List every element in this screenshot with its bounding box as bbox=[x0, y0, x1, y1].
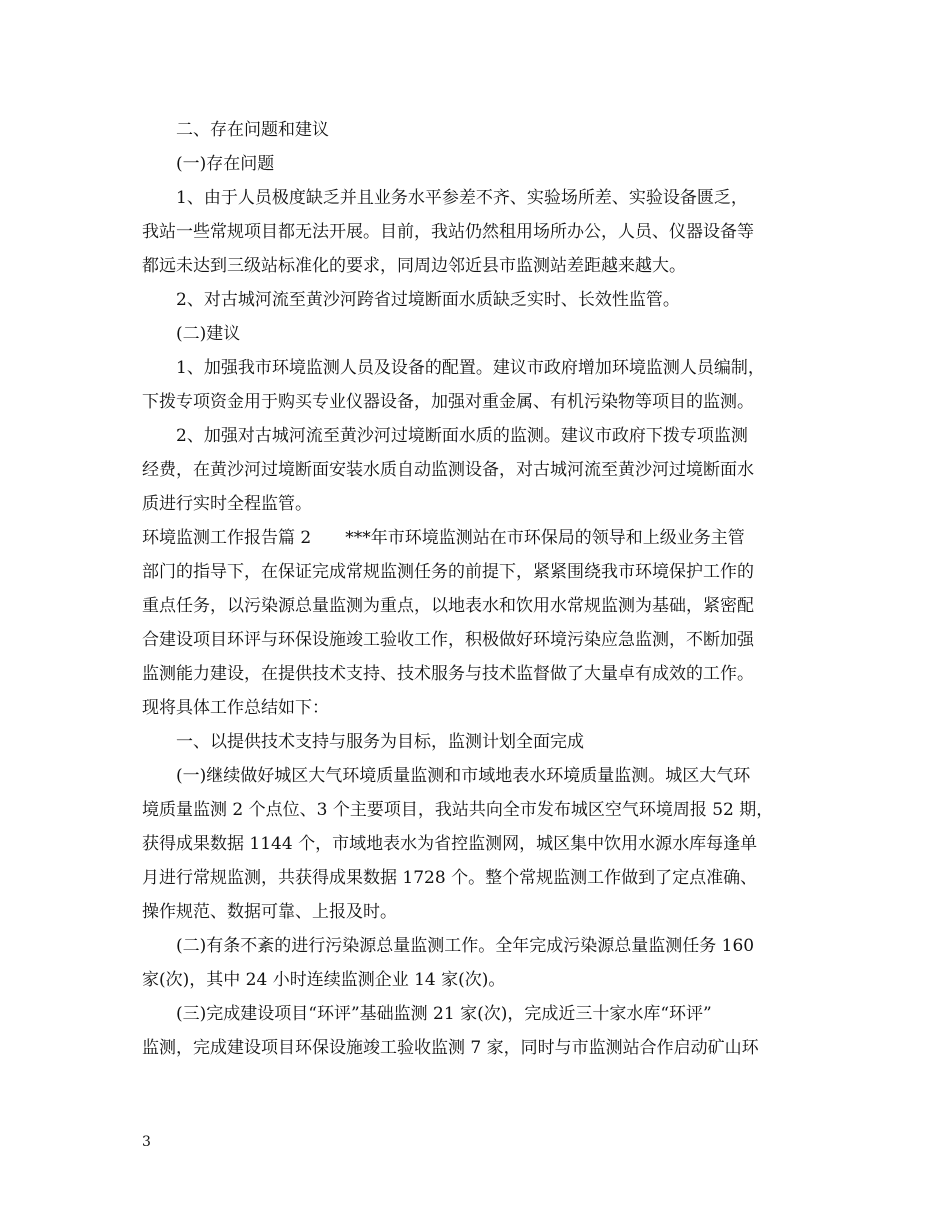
text-line: 获得成果数据 1144 个，市域地表水为省控监测网，城区集中饮用水源水库每逢单 bbox=[142, 834, 758, 854]
text-line: 二、存在问题和建议 bbox=[176, 120, 329, 140]
text-line: 监测能力建设，在提供技术支持、技术服务与技术监督做了大量卓有成效的工作。 bbox=[142, 664, 754, 684]
text-line: 家(次)，其中 24 小时连续监测企业 14 家(次)。 bbox=[142, 970, 506, 990]
text-line: 重点任务，以污染源总量监测为重点，以地表水和饮用水常规监测为基础，紧密配 bbox=[142, 596, 754, 616]
document-body bbox=[142, 113, 814, 1065]
text-line: 1、加强我市环境监测人员及设备的配置。建议市政府增加环境监测人员编制， bbox=[176, 358, 765, 378]
text-line: (一)继续做好城区大气环境质量监测和市域地表水环境质量监测。城区大气环 bbox=[176, 766, 751, 786]
text-line: (二)建议 bbox=[176, 324, 241, 344]
text-line: 我站一些常规项目都无法开展。目前，我站仍然租用场所办公，人员、仪器设备等 bbox=[142, 222, 754, 242]
text-line: 质进行实时全程监管。 bbox=[142, 494, 312, 514]
text-line: 2、对古城河流至黄沙河跨省过境断面水质缺乏实时、长效性监管。 bbox=[176, 290, 680, 310]
text-line: (二)有条不紊的进行污染源总量监测工作。全年完成污染源总量监测任务 160 bbox=[176, 936, 755, 956]
text-line: 经费，在黄沙河过境断面安装水质自动监测设备，对古城河流至黄沙河过境断面水 bbox=[142, 460, 754, 480]
text-line: 都远未达到三级站标准化的要求，同周边邻近县市监测站差距越来越大。 bbox=[142, 256, 686, 276]
text-line: 监测，完成建设项目环保设施竣工验收监测 7 家，同时与市监测站合作启动矿山环 bbox=[142, 1038, 759, 1058]
text-line: 境质量监测 2 个点位、3 个主要项目，我站共向全市发布城区空气环境周报 52 期， bbox=[142, 800, 774, 820]
text-line: (三)完成建设项目“环评”基础监测 21 家(次)，完成近三十家水库“环评” bbox=[176, 1004, 712, 1024]
text-line: 操作规范、数据可靠、上报及时。 bbox=[142, 902, 397, 922]
text-line: 一、以提供技术支持与服务为目标，监测计划全面完成 bbox=[176, 732, 584, 752]
text-line: 合建设项目环评与环保设施竣工验收工作，积极做好环境污染应急监测，不断加强 bbox=[142, 630, 754, 650]
text-line: 月进行常规监测，共获得成果数据 1728 个。整个常规监测工作做到了定点准确、 bbox=[142, 868, 758, 888]
text-line: 下拨专项资金用于购买专业仪器设备，加强对重金属、有机污染物等项目的监测。 bbox=[142, 392, 754, 412]
text-line: (一)存在问题 bbox=[176, 154, 275, 174]
text-line: 部门的指导下，在保证完成常规监测任务的前提下，紧紧围绕我市环境保护工作的 bbox=[142, 562, 754, 582]
text-line: 现将具体工作总结如下： bbox=[142, 698, 329, 718]
text-line: 2、加强对古城河流至黄沙河过境断面水质的监测。建议市政府下拨专项监测 bbox=[176, 426, 748, 446]
page-number: 3 bbox=[142, 1134, 151, 1150]
text-line: 环境监测工作报告篇 2 ***年市环境监测站在市环保局的领导和上级业务主管 bbox=[142, 528, 745, 548]
text-line: 1、由于人员极度缺乏并且业务水平参差不齐、实验场所差、实验设备匮乏， bbox=[176, 188, 748, 208]
